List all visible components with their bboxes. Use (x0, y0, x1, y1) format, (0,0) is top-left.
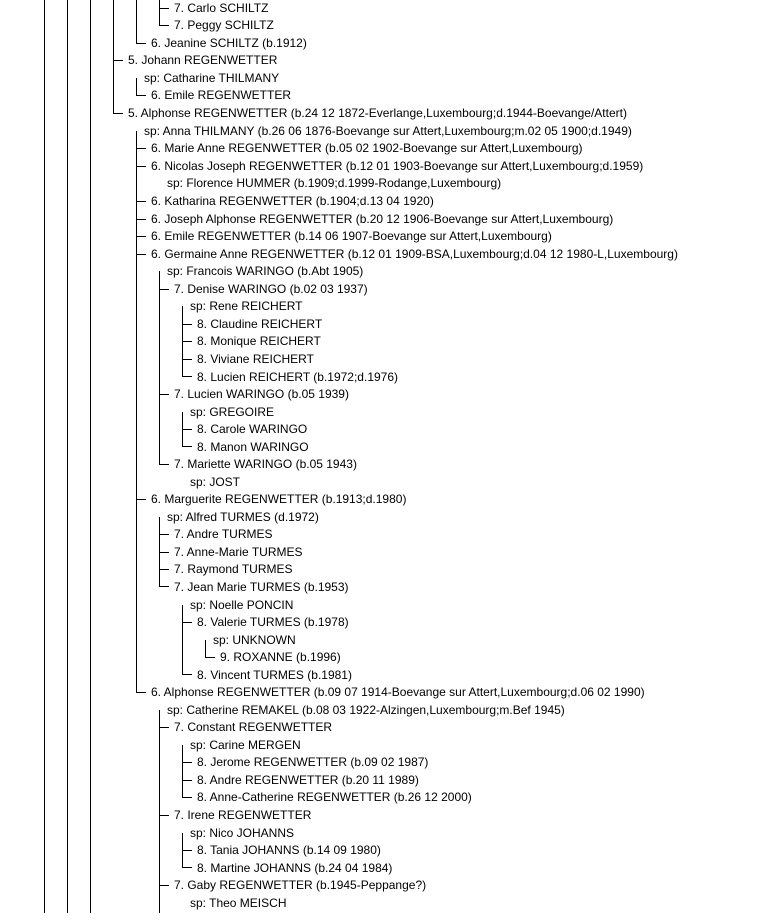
tree-connector (159, 552, 169, 553)
person-entry: 8. Jerome REGENWETTER (b.09 02 1987) (197, 755, 429, 769)
tree-connector (182, 376, 192, 377)
tree-line (159, 271, 160, 465)
tree-connector (159, 25, 169, 26)
tree-connector (136, 692, 146, 693)
person-entry: 7. Jean Marie TURMES (b.1953) (174, 580, 349, 594)
tree-connector (136, 236, 146, 237)
person-entry: 8. Martine JOHANNS (b.24 04 1984) (197, 861, 393, 875)
tree-connector (159, 569, 169, 570)
spouse-entry: sp: Theo MEISCH (190, 896, 287, 910)
person-entry: 5. Johann REGENWETTER (128, 53, 278, 67)
tree-connector (182, 674, 192, 675)
spouse-entry: sp: Catharine THILMANY (144, 71, 280, 85)
person-entry: 8. Viviane REICHERT (197, 352, 314, 366)
tree-connector (159, 394, 169, 395)
tree-connector (113, 60, 123, 61)
tree-line (67, 0, 68, 913)
tree-connector (136, 43, 146, 44)
person-entry: 7. Andre TURMES (174, 527, 273, 541)
tree-line (136, 131, 137, 693)
spouse-entry: sp: Anna THILMANY (b.26 06 1876-Boevange sur Attert,Luxembourg;m.02 05 1900;d.1949) (144, 124, 632, 138)
person-entry: 8. Tania JOHANNS (b.14 09 1980) (197, 843, 381, 857)
tree-connector (136, 499, 146, 500)
tree-line (90, 0, 91, 913)
tree-line (136, 78, 137, 96)
tree-connector (159, 534, 169, 535)
person-entry: 6. Marguerite REGENWETTER (b.1913;d.1980) (151, 492, 407, 506)
tree-connector (136, 219, 146, 220)
person-entry: 6. Katharina REGENWETTER (b.1904;d.13 04 1920) (151, 194, 434, 208)
person-entry: 7. Raymond TURMES (174, 562, 293, 576)
tree-line (136, 0, 137, 44)
spouse-entry: sp: JOST (190, 475, 241, 489)
tree-connector (182, 780, 192, 781)
tree-line (159, 0, 160, 26)
spouse-entry: sp: Nico JOHANNS (190, 826, 295, 840)
tree-connector (182, 762, 192, 763)
person-entry: 7. Anne-Marie TURMES (174, 545, 303, 559)
spouse-entry: sp: Carine MERGEN (190, 738, 301, 752)
person-entry: 8. Claudine REICHERT (197, 317, 323, 331)
person-entry: 7. Carlo SCHILTZ (174, 1, 269, 15)
person-entry: 8. Valerie TURMES (b.1978) (197, 615, 349, 629)
spouse-entry: sp: Francois WARINGO (b.Abt 1905) (167, 264, 364, 278)
person-entry: 6. Nicolas Joseph REGENWETTER (b.12 01 1903-Boevange sur Attert,Luxembourg;d.1959) (151, 159, 644, 173)
tree-connector (159, 815, 169, 816)
person-entry: 6. Alphonse REGENWETTER (b.09 07 1914-Boevange sur Attert,Luxembourg;d.06 02 1990) (151, 685, 645, 699)
spouse-entry: sp: Catherine REMAKEL (b.08 03 1922-Alzingen,Luxembourg;m.Bef 1945) (167, 703, 565, 717)
person-entry: 7. Lucien WARINGO (b.05 1939) (174, 387, 349, 401)
tree-line (44, 0, 45, 913)
person-entry: 8. Andre REGENWETTER (b.20 11 1989) (197, 773, 419, 787)
spouse-entry: sp: Noelle PONCIN (190, 598, 294, 612)
tree-line (205, 640, 206, 658)
tree-line (113, 0, 114, 114)
person-entry: 5. Alphonse REGENWETTER (b.24 12 1872-Everlange,Luxembourg;d.1944-Boevange/Attert) (128, 106, 627, 120)
person-entry: 8. Monique REICHERT (197, 334, 321, 348)
tree-connector (159, 885, 169, 886)
spouse-entry: sp: Rene REICHERT (190, 299, 303, 313)
tree-connector (182, 341, 192, 342)
tree-connector (182, 622, 192, 623)
person-entry: 7. Gaby REGENWETTER (b.1945-Peppange?) (174, 878, 427, 892)
tree-connector (159, 8, 169, 9)
tree-connector (205, 657, 215, 658)
tree-connector (136, 95, 146, 96)
spouse-entry: sp: GREGOIRE (190, 405, 275, 419)
person-entry: 7. Constant REGENWETTER (174, 720, 333, 734)
person-entry: 9. ROXANNE (b.1996) (220, 650, 341, 664)
person-entry: 8. Carole WARINGO (197, 422, 308, 436)
tree-line (182, 745, 183, 798)
tree-connector (113, 113, 123, 114)
tree-connector (159, 289, 169, 290)
person-entry: 8. Vincent TURMES (b.1981) (197, 668, 352, 682)
tree-line (159, 710, 160, 913)
person-entry: 6. Joseph Alphonse REGENWETTER (b.20 12 1906-Boevange sur Attert,Luxembourg) (151, 212, 614, 226)
person-entry: 7. Mariette WARINGO (b.05 1943) (174, 457, 357, 471)
person-entry: 7. Irene REGENWETTER (174, 808, 312, 822)
person-entry: 8. Lucien REICHERT (b.1972;d.1976) (197, 370, 399, 384)
tree-connector (136, 201, 146, 202)
person-entry: 6. Emile REGENWETTER (b.14 06 1907-Boevange sur Attert,Luxembourg) (151, 229, 552, 243)
tree-connector (159, 586, 169, 587)
tree-connector (159, 727, 169, 728)
tree-connector (182, 446, 192, 447)
person-entry: 6. Jeanine SCHILTZ (b.1912) (151, 36, 307, 50)
tree-connector (182, 850, 192, 851)
spouse-entry: sp: Alfred TURMES (d.1972) (167, 510, 319, 524)
person-entry: 8. Manon WARINGO (197, 440, 309, 454)
tree-line (182, 605, 183, 675)
person-entry: 6. Emile REGENWETTER (151, 88, 292, 102)
tree-connector (182, 324, 192, 325)
person-entry: 6. Marie Anne REGENWETTER (b.05 02 1902-Boevange sur Attert,Luxembourg) (151, 141, 583, 155)
person-entry: 7. Peggy SCHILTZ (174, 18, 274, 32)
tree-connector (182, 359, 192, 360)
spouse-entry: sp: UNKNOWN (213, 633, 296, 647)
tree-connector (136, 166, 146, 167)
tree-connector (182, 429, 192, 430)
person-entry: 8. Anne-Catherine REGENWETTER (b.26 12 2000) (197, 790, 472, 804)
person-entry: 7. Denise WARINGO (b.02 03 1937) (174, 282, 368, 296)
tree-connector (182, 797, 192, 798)
tree-connector (159, 464, 169, 465)
person-entry: 6. Germaine Anne REGENWETTER (b.12 01 1909-BSA,Luxembourg;d.04 12 1980-L,Luxembourg) (151, 247, 678, 261)
tree-connector (136, 254, 146, 255)
spouse-entry: sp: Florence HUMMER (b.1909;d.1999-Rodange,Luxembourg) (167, 176, 502, 190)
tree-connector (136, 148, 146, 149)
tree-connector (182, 867, 192, 868)
